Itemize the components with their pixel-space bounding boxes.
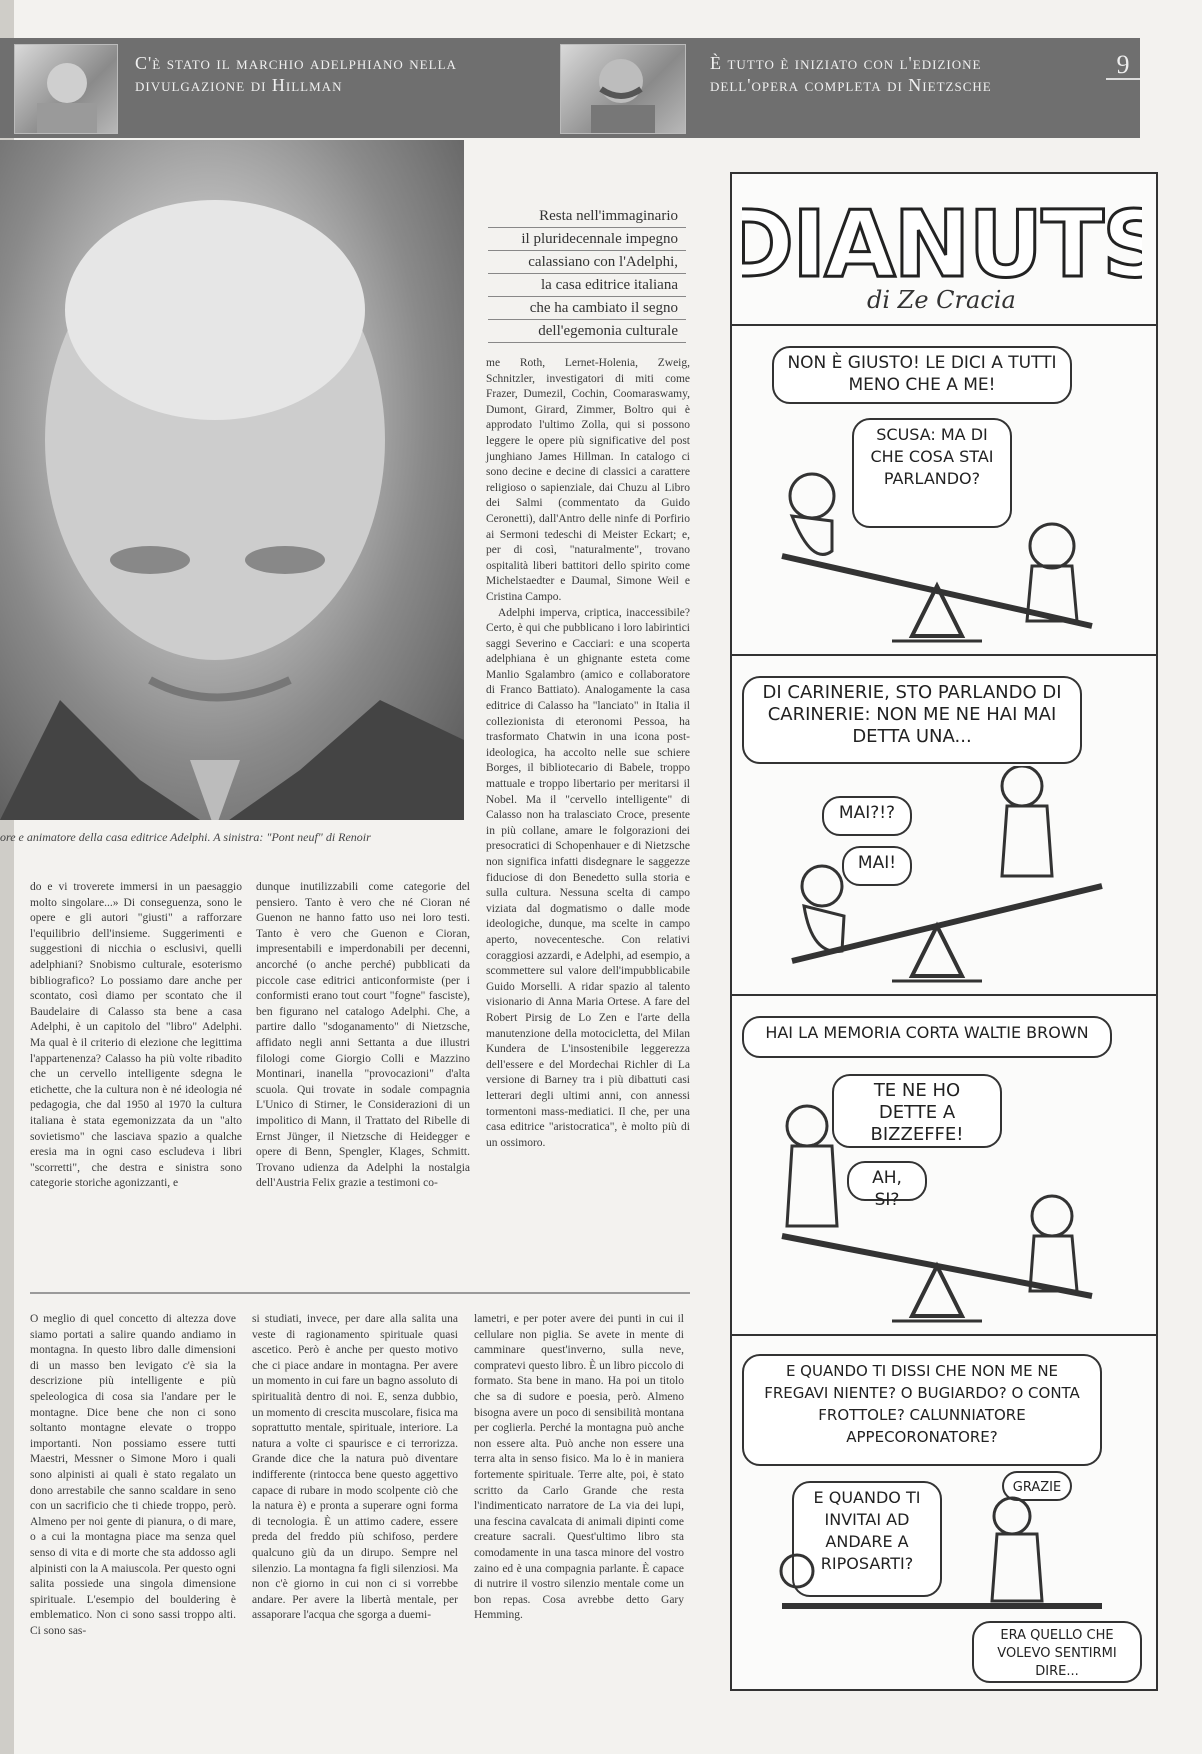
pull-quote-line: la casa editrice italiana: [488, 274, 686, 297]
hillman-thumbnail: [14, 44, 118, 134]
article-paragraph: me Roth, Lernet-Holenia, Zweig, Schnitzler, investigatori di miti come Frazer, Dumezil, Cochin, Coomaraswamy, Dumont, Girard, Zimmer, Boltro qui è approdato l'ultimo Zolla, qui si possono leggere le opere più significative del post junghiano James Hillman. In catalogo ci sono decine e decine di classici a carattere religioso o sapienziale, dai Chuzu al Libro dei Salmi (commentato da Guido Ceronetti), dall'Antro delle ninfe di Porfirio ai Sermoni tedeschi di Meister Eckart; e, per di così, "naturalmente", trovano ospitalità liberi battitori dello spirito come Michelstaedter e Daumal, Simone Weil e Cristina Campo.: [486, 357, 690, 603]
comic-byline: di Ze Cracia: [867, 286, 1016, 314]
article-paragraph: lametri, e per poter avere dei punti in cui il cellulare non piglia. Se avete in mente di camminare quest'inverno, sulla neve, compratevi questo libro. È un libro piccolo di formato. Sta bene in mano. Ha poi un titolo che sa di sudore e poesia, però. Almeno bisogna avere un poco di sensibilità montana per coglierla. Perché la montagna può anche non essere alta. Può anche non essere una terra alta in senso fisico. Ma lo è in maniera fortemente spirituale. Terre alte, poi, è stato scritto da Carlo Grande che resta l'indimenticato narratore de La via dei lupi, una fescina cavalcata di animali dipinti come creature sacrali. Quest'ultimo libro sta comodamente in una tasca minore del vostro zaino ed è una compagnia parlante. È capace di nutrire il vostro silenzio mentale come un bon repas. Cosa avrebbe detto Gary Hemming.: [474, 1313, 684, 1622]
section-header: [0, 38, 1140, 138]
portrait-photo: [0, 140, 464, 820]
article-column-2: [256, 880, 470, 1192]
comic-title-text: DIANUTS: [742, 191, 1142, 294]
comic-panel-4: [732, 1334, 1156, 1691]
speech-bubble: E QUANDO TI DISSI CHE NON ME NE FREGAVI NIENTE? O BUGIARDO? O CONTA FROTTOLE? CALUNNIATORE APPECORONATORE?: [742, 1354, 1102, 1466]
seesaw-scene: [752, 1096, 1132, 1331]
pull-quote-line: il pluridecennale impegno: [488, 228, 686, 251]
comic-panel-3: [732, 994, 1156, 1336]
speech-bubble: ERA QUELLO CHE VOLEVO SENTIRMI DIRE...: [972, 1621, 1142, 1683]
speech-bubble: AH, SI?: [847, 1161, 927, 1201]
speech-bubble: MAI?!?: [822, 796, 912, 836]
speech-bubble: SCUSA: MA DI CHE COSA STAI PARLANDO?: [852, 418, 1012, 528]
speech-bubble: DI CARINERIE, STO PARLANDO DI CARINERIE: NON ME NE HAI MAI DETTA UNA...: [742, 676, 1082, 764]
comic-title: [742, 188, 1142, 294]
speech-bubble: E QUANDO TI INVITAI AD ANDARE A RIPOSARTI?: [792, 1481, 942, 1597]
nietzsche-thumbnail: [560, 44, 686, 134]
comic-strip: [730, 172, 1158, 1691]
comic-panel-1: [732, 324, 1156, 656]
pull-quote-line: Resta nell'immaginario: [488, 205, 686, 228]
article-paragraph: O meglio di quel concetto di altezza dove siamo portati a salire quando andiamo in montagna. In questo libro dalle dimensioni di un masso ben levigato c'è sia la descrizione più intelligente e più speleologica di cosa sia l'andare per le montagne. Dice bene che non ci sono soltanto montagne elevate o troppo importanti. Non possiamo essere tutti Maestri, Messner o Simone Moro i quali sono alpinisti ai quali è stato regalato un dono arrestabile che sanno scaldare in seno con un sacrificio che ti chiede troppo, però. Almeno per noi gente di pianura, o di mare, o a cui la montagna piace ma senza quel senso di vita e di morte che sta addosso agli alpinisti con la A maiuscola. Per questo ogni salita possiede una singola dimensione spirituale. L'esempio del bouldering è emblematico. Non ci sono sassi troppo alti. Ci sono sas-: [30, 1313, 236, 1637]
bottom-column-1: [30, 1312, 236, 1639]
speech-bubble: NON È GIUSTO! LE DICI A TUTTI MENO CHE A ME!: [772, 346, 1072, 404]
speech-bubble: HAI LA MEMORIA CORTA WALTIE BROWN: [742, 1016, 1112, 1058]
comic-panel-2: [732, 654, 1156, 996]
seesaw-scene: [752, 766, 1132, 991]
pull-quote-line: calassiano con l'Adelphi,: [488, 251, 686, 274]
article-column-1: [30, 880, 242, 1192]
article-column-3: [486, 356, 690, 1151]
seesaw-scene: [752, 1476, 1132, 1626]
speech-bubble: GRAZIE: [1002, 1471, 1072, 1501]
seesaw-scene: [752, 436, 1132, 651]
pull-quote-line: che ha cambiato il segno: [488, 297, 686, 320]
article-paragraph: do e vi troverete immersi in un paesaggio molto singolare...» Di conseguenza, sono le opere e gli autori "giusti" a rafforzare l'equilibrio dell'insieme. Suggerimenti e suggestioni di nicchia o esclusivi, quelli adelphiani? Snobismo culturale, esoterismo bibliografico? Lo possiamo dare anche per scontato, così diamo per scontato che il Baudelaire di Calasso sta bene a casa Adelphi, è un capitolo del "libro" Adelphi. Ma qual è il criterio di elezione che legittima l'appartenenza? Calasso ha più volte ribadito che un cervello intelligente sdegna le etichette, che la cultura non è né ideologia né pedagogia, che dal 1950 al 1970 la cultura italiana è stata egemonizzata da un "alto sovietismo" che lasciava spazio a qualche eresia ma in ogni caso escludeva i libri "scorretti", che destra e sinistra sono categorie storiche agonizzanti, e: [30, 881, 242, 1190]
section-divider: [30, 1292, 690, 1294]
header-left-text: C'è stato il marchio adelphiano nella divulgazione di Hillman: [135, 53, 457, 95]
speech-bubble: MAI!: [842, 846, 912, 886]
page-number: 9: [1106, 50, 1140, 80]
header-right-text: È tutto è iniziato con l'edizione dell'opera completa di Nietzsche: [710, 53, 992, 95]
pull-quote: [488, 205, 686, 343]
pull-quote-line: dell'egemonia culturale: [488, 320, 686, 343]
article-paragraph: dunque inutilizzabili come categorie del pensiero. Tanto è vero che né Cioran né Guenon ne hanno fatto uso nei loro testi. Tanto è vero che Guenon e Cioran, impresentabili e imperdonabili per decenni, ancorché (o anche perché) pubblicati da piccole case editrici anticonformiste (per i conformisti erano tout court "fogne" fasciste), ben figurano nel catalogo Adelphi. Che, a partire dallo "sdoganamento" di Nietzsche, affidato negli anni Settanta a due illustri filologi come Giorgio Colli e Mazzino Montinari, inanella "provocazioni" d'alta scuola. Qui trovate in sodale compagnia L'Unico di Stirner, le Considerazioni di un impolitico di Mann, il Trattato del Ribelle di Ernst Jünger, il Nietzsche di Heidegger e opere di Benn, Spengler, Klages, Schmitt. Trovano udienza da Adelphi la nostalgia dell'Austria Felix grazie a testimoni co-: [256, 881, 470, 1190]
speech-bubble: TE NE HO DETTE A BIZZEFFE!: [832, 1074, 1002, 1148]
bottom-column-2: [252, 1312, 458, 1624]
article-paragraph: si studiati, invece, per dare alla salita una veste di ragionamento spirituale quasi ascetico. Però è anche per questo motivo che ci piace andare in montagna. Per avere un momento in cui fare un bagno assoluto di spiritualità dentro di noi. E, senza dubbio, un momento di crescita muscolare, fisica ma soprattutto mentale, spirituale, interiore. La natura a volte ci spaurisce e ci terrorizza. Grande dice che la natura può diventare indifferente (rintocca bene questo aggettivo capace di rubare in modo scolpente ciò che la natura è) e pronta a superare ogni forma di tecnologia. È un attimo cadere, essere preda del freddo più schifoso, perdere qualcuno giù da un dirupo. Sempre nel silenzio. La montagna fa figli silenziosi. Ma non c'è giorno in cui non ci si vorrebbe andare. Per avere la libertà mentale, per assaporare l'acqua che sgorga a duemi-: [252, 1313, 458, 1622]
article-paragraph: Adelphi imperva, criptica, inaccessibile? Certo, è qui che pubblicano i loro labirintici saggi Severino e Cacciari: e una scoperta adelphiana è un ghignante esteta come Manlio Sgalambro (amico e collaboratore di Franco Battiato). Analogamente la casa editrice di Calasso ha "lanciato" in Italia il collezionista di eteronomi Pessoa, ha trasformato Chatwin in una icona post-ideologica, ha accolto nelle sue schiere Borges, il bibliotecario di Babele, troppo mattuale e troppo libertario per meritarsi il Nobel. Ma il "cervello intelligente" di Calasso non ha tralasciato Croce, presente in più collane, amare le folgorazioni dei presocratici di Schopenhauer e di Nietzsche non significa infatti disdegnare le saggezze fiduciose di don Benedetto sulla storia e sulla cultura. Nessuna scelta di campo viziata dal dogmatismo o dalle mode ideologiche, dunque, ma scelte in campo aperto, novecentesche. Con relativi coraggiosi azzardi, e Adelphi, ad esempio, a scommettere sul valore dell'impubblicabile Guido Morselli. A ridar spazio al talento visionario di Anna Maria Ortese. A fare del Robert Pirsig de Lo Zen e l'arte della manutenzione della motocicletta, del Milan Kundera de L'insostenibile leggerezza dell'essere e del Mordechai Richler di La versione di Barney tra i più dibattuti casi letterari degli ultimi anni, con annessi tormentoni mass-mediatici. Il che, per una casa editrice "aristocratica", è molto più di un ossimoro.: [486, 606, 690, 1149]
photo-caption: ore e animatore della casa editrice Adelphi. A sinistra: "Pont neuf" di Renoir: [0, 830, 371, 844]
bottom-column-3: [474, 1312, 684, 1624]
